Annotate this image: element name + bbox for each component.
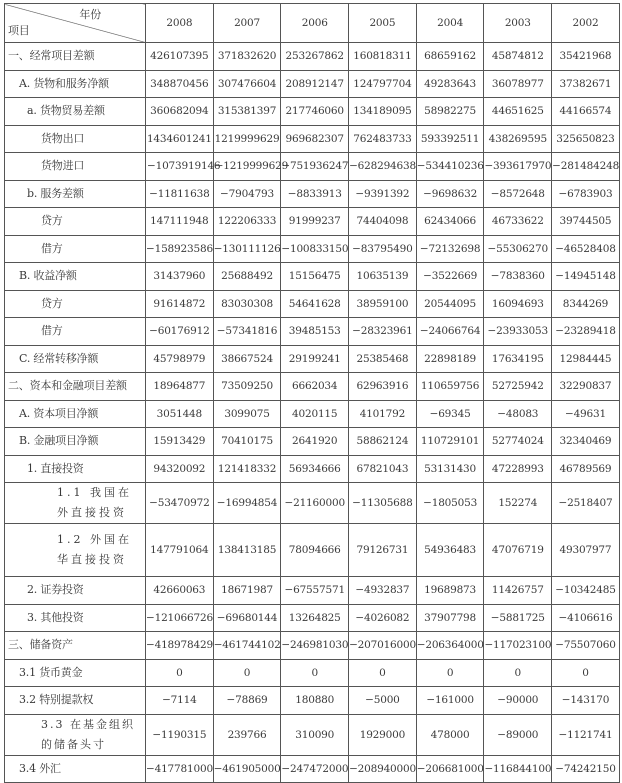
cell-value: 0	[281, 659, 349, 687]
cell-value: 47228993	[484, 455, 552, 483]
cell-value: 94320092	[146, 455, 214, 483]
cell-value: 0	[416, 659, 484, 687]
table-row	[5, 153, 620, 181]
cell-value: −74242150	[552, 755, 620, 783]
cell-value: −60176912	[146, 318, 214, 346]
table-row	[5, 687, 620, 715]
cell-value: −67557571	[281, 577, 349, 605]
row-label: 货物出口	[5, 125, 146, 153]
cell-value: 1219999629	[213, 125, 281, 153]
cell-value: 47076719	[484, 524, 552, 577]
cell-value: −2518407	[552, 483, 620, 524]
cell-value: 45874812	[484, 43, 552, 71]
table-row	[5, 483, 620, 524]
cell-value: 0	[146, 659, 214, 687]
cell-value: −8833913	[281, 180, 349, 208]
cell-value: −7114	[146, 687, 214, 715]
table-row	[5, 400, 620, 428]
cell-value: −143170	[552, 687, 620, 715]
cell-value: 147111948	[146, 208, 214, 236]
cell-value: −16994854	[213, 483, 281, 524]
cell-value: 83030308	[213, 290, 281, 318]
cell-value: 0	[552, 659, 620, 687]
cell-value: −206364000	[416, 632, 484, 660]
cell-value: −5000	[349, 687, 417, 715]
cell-value: −461905000	[213, 755, 281, 783]
cell-value: −11811638	[146, 180, 214, 208]
cell-value: 38667524	[213, 345, 281, 373]
cell-value: −1073919146	[146, 153, 214, 181]
cell-value: 762483733	[349, 125, 417, 153]
cell-value: 6662034	[281, 373, 349, 401]
cell-value: 152274	[484, 483, 552, 524]
cell-value: 310090	[281, 714, 349, 755]
cell-value: −1219999629	[213, 153, 281, 181]
cell-value: −78869	[213, 687, 281, 715]
cell-value: 121418332	[213, 455, 281, 483]
table-row	[5, 345, 620, 373]
cell-value: −5881725	[484, 604, 552, 632]
cell-value: 56934666	[281, 455, 349, 483]
cell-value: 38959100	[349, 290, 417, 318]
cell-value: 15156475	[281, 263, 349, 291]
cell-value: 12984445	[552, 345, 620, 373]
row-label: 货物进口	[5, 153, 146, 181]
cell-value: −158923586	[146, 235, 214, 263]
row-label: 借方	[5, 318, 146, 346]
row-label: 二、资本和金融项目差额	[5, 373, 146, 401]
cell-value: 208912147	[281, 70, 349, 98]
cell-value: 25688492	[213, 263, 281, 291]
cell-value: −461744102	[213, 632, 281, 660]
table-row	[5, 318, 620, 346]
cell-value: −83795490	[349, 235, 417, 263]
cell-value: 4020115	[281, 400, 349, 428]
cell-value: −49631	[552, 400, 620, 428]
cell-value: 58862124	[349, 428, 417, 456]
cell-value: 52725942	[484, 373, 552, 401]
cell-value: 4101792	[349, 400, 417, 428]
cell-value: 147791064	[146, 524, 214, 577]
cell-value: 307476604	[213, 70, 281, 98]
cell-value: 122206333	[213, 208, 281, 236]
cell-value: 36078977	[484, 70, 552, 98]
corner-year-label: 年份	[79, 8, 101, 21]
year-header: 2003	[484, 4, 552, 43]
cell-value: −9698632	[416, 180, 484, 208]
cell-value: 438269595	[484, 125, 552, 153]
cell-value: 45798979	[146, 345, 214, 373]
cell-value: −1190315	[146, 714, 214, 755]
row-label: 3.3 在基金组织的储备头寸	[5, 714, 146, 755]
cell-value: −28323961	[349, 318, 417, 346]
row-label: 3.1 货币黄金	[5, 659, 146, 687]
cell-value: 969682307	[281, 125, 349, 153]
row-label: 贷方	[5, 208, 146, 236]
diagonal-corner-header	[5, 4, 146, 43]
row-label: 1. 直接投资	[5, 455, 146, 483]
cell-value: 42660063	[146, 577, 214, 605]
cell-value: 78094666	[281, 524, 349, 577]
row-label: 1.2 外国在华直接投资	[5, 524, 146, 577]
cell-value: −534410236	[416, 153, 484, 181]
cell-value: 79126731	[349, 524, 417, 577]
row-label: 三、储备资产	[5, 632, 146, 660]
table-row	[5, 70, 620, 98]
cell-value: −24066764	[416, 318, 484, 346]
cell-value: −72132698	[416, 235, 484, 263]
cell-value: 478000	[416, 714, 484, 755]
cell-value: −3522669	[416, 263, 484, 291]
cell-value: 35421968	[552, 43, 620, 71]
table-row	[5, 428, 620, 456]
table-row	[5, 43, 620, 71]
row-label: C. 经常转移净额	[5, 345, 146, 373]
table-row	[5, 208, 620, 236]
cell-value: −206681000	[416, 755, 484, 783]
row-label: 3. 其他投资	[5, 604, 146, 632]
row-label: 3.2 特别提款权	[5, 687, 146, 715]
cell-value: −207016000	[349, 632, 417, 660]
cell-value: −130111126	[213, 235, 281, 263]
cell-value: −53470972	[146, 483, 214, 524]
cell-value: 134189095	[349, 98, 417, 126]
cell-value: −23933053	[484, 318, 552, 346]
cell-value: 73509250	[213, 373, 281, 401]
year-header: 2005	[349, 4, 417, 43]
cell-value: −75507060	[552, 632, 620, 660]
cell-value: 315381397	[213, 98, 281, 126]
table-row	[5, 714, 620, 755]
cell-value: 325650823	[552, 125, 620, 153]
cell-value: −393617970	[484, 153, 552, 181]
cell-value: 32340469	[552, 428, 620, 456]
cell-value: −69345	[416, 400, 484, 428]
cell-value: 91614872	[146, 290, 214, 318]
cell-value: 58982275	[416, 98, 484, 126]
cell-value: −9391392	[349, 180, 417, 208]
row-label: A. 资本项目净额	[5, 400, 146, 428]
cell-value: −100833150	[281, 235, 349, 263]
cell-value: 8344269	[552, 290, 620, 318]
row-label: 借方	[5, 235, 146, 263]
table-row	[5, 373, 620, 401]
cell-value: 1929000	[349, 714, 417, 755]
cell-value: −90000	[484, 687, 552, 715]
cell-value: 54641628	[281, 290, 349, 318]
year-header: 2008	[146, 4, 214, 43]
cell-value: −417781000	[146, 755, 214, 783]
cell-value: −246981030	[281, 632, 349, 660]
row-label: B. 收益净额	[5, 263, 146, 291]
cell-value: 110659756	[416, 373, 484, 401]
cell-value: 46733622	[484, 208, 552, 236]
year-header: 2004	[416, 4, 484, 43]
table-row	[5, 577, 620, 605]
cell-value: 37907798	[416, 604, 484, 632]
row-label: 1.1 我国在外直接投资	[5, 483, 146, 524]
cell-value: −69680144	[213, 604, 281, 632]
table-body	[5, 43, 620, 783]
cell-value: 110729101	[416, 428, 484, 456]
row-label: A. 货物和服务净额	[5, 70, 146, 98]
cell-value: 0	[349, 659, 417, 687]
cell-value: 371832620	[213, 43, 281, 71]
cell-value: 426107395	[146, 43, 214, 71]
cell-value: 13264825	[281, 604, 349, 632]
cell-value: −48083	[484, 400, 552, 428]
cell-value: −89000	[484, 714, 552, 755]
cell-value: 37382671	[552, 70, 620, 98]
cell-value: 70410175	[213, 428, 281, 456]
cell-value: −23289418	[552, 318, 620, 346]
cell-value: 2641920	[281, 428, 349, 456]
cell-value: 10635139	[349, 263, 417, 291]
cell-value: −161000	[416, 687, 484, 715]
table-row	[5, 455, 620, 483]
cell-value: 0	[484, 659, 552, 687]
cell-value: −21160000	[281, 483, 349, 524]
cell-value: 20544095	[416, 290, 484, 318]
cell-value: −8572648	[484, 180, 552, 208]
cell-value: −6783903	[552, 180, 620, 208]
cell-value: −1805053	[416, 483, 484, 524]
cell-value: −7838360	[484, 263, 552, 291]
cell-value: 17634195	[484, 345, 552, 373]
cell-value: −4106616	[552, 604, 620, 632]
cell-value: 11426757	[484, 577, 552, 605]
row-label: 3.4 外汇	[5, 755, 146, 783]
cell-value: −4026082	[349, 604, 417, 632]
cell-value: 39744505	[552, 208, 620, 236]
cell-value: −4932837	[349, 577, 417, 605]
cell-value: −628294638	[349, 153, 417, 181]
table-row	[5, 235, 620, 263]
cell-value: −11305688	[349, 483, 417, 524]
table-row	[5, 524, 620, 577]
row-label: 2. 证券投资	[5, 577, 146, 605]
year-header: 2007	[213, 4, 281, 43]
cell-value: 68659162	[416, 43, 484, 71]
cell-value: 18964877	[146, 373, 214, 401]
cell-value: 53131430	[416, 455, 484, 483]
cell-value: 67821043	[349, 455, 417, 483]
cell-value: 593392511	[416, 125, 484, 153]
corner-item-label: 项目	[8, 24, 30, 37]
cell-value: 91999237	[281, 208, 349, 236]
year-header: 2002	[552, 4, 620, 43]
cell-value: 19689873	[416, 577, 484, 605]
cell-value: 31437960	[146, 263, 214, 291]
cell-value: −751936247	[281, 153, 349, 181]
cell-value: 49283643	[416, 70, 484, 98]
cell-value: 18671987	[213, 577, 281, 605]
cell-value: −208940000	[349, 755, 417, 783]
cell-value: 29199241	[281, 345, 349, 373]
cell-value: 15913429	[146, 428, 214, 456]
cell-value: 348870456	[146, 70, 214, 98]
row-label: 贷方	[5, 290, 146, 318]
row-label: B. 金融项目净额	[5, 428, 146, 456]
cell-value: −10342485	[552, 577, 620, 605]
table-row	[5, 632, 620, 660]
cell-value: 138413185	[213, 524, 281, 577]
cell-value: 46789569	[552, 455, 620, 483]
header-row	[5, 4, 620, 43]
cell-value: 124797704	[349, 70, 417, 98]
cell-value: 52774024	[484, 428, 552, 456]
table-row	[5, 263, 620, 291]
cell-value: −418978429	[146, 632, 214, 660]
cell-value: 62434066	[416, 208, 484, 236]
cell-value: 44166574	[552, 98, 620, 126]
cell-value: 360682094	[146, 98, 214, 126]
cell-value: −7904793	[213, 180, 281, 208]
cell-value: 1434601241	[146, 125, 214, 153]
cell-value: −46528408	[552, 235, 620, 263]
cell-value: −55306270	[484, 235, 552, 263]
cell-value: 25385468	[349, 345, 417, 373]
cell-value: −1121741	[552, 714, 620, 755]
cell-value: 49307977	[552, 524, 620, 577]
cell-value: −247472000	[281, 755, 349, 783]
cell-value: 16094693	[484, 290, 552, 318]
cell-value: 3051448	[146, 400, 214, 428]
cell-value: 217746060	[281, 98, 349, 126]
cell-value: −14945148	[552, 263, 620, 291]
cell-value: 39485153	[281, 318, 349, 346]
table-row	[5, 755, 620, 783]
cell-value: 180880	[281, 687, 349, 715]
cell-value: 32290837	[552, 373, 620, 401]
cell-value: −116844100	[484, 755, 552, 783]
cell-value: 22898189	[416, 345, 484, 373]
table-row	[5, 98, 620, 126]
cell-value: −121066726	[146, 604, 214, 632]
table-row	[5, 290, 620, 318]
row-label: 一、经常项目差额	[5, 43, 146, 71]
table-row	[5, 659, 620, 687]
table-row	[5, 604, 620, 632]
cell-value: 253267862	[281, 43, 349, 71]
cell-value: −281484248	[552, 153, 620, 181]
year-header: 2006	[281, 4, 349, 43]
cell-value: −117023100	[484, 632, 552, 660]
cell-value: −57341816	[213, 318, 281, 346]
table-row	[5, 125, 620, 153]
table-row	[5, 180, 620, 208]
cell-value: 74404098	[349, 208, 417, 236]
cell-value: 239766	[213, 714, 281, 755]
row-label: b. 服务差额	[5, 180, 146, 208]
row-label: a. 货物贸易差额	[5, 98, 146, 126]
cell-value: 160818311	[349, 43, 417, 71]
cell-value: 44651625	[484, 98, 552, 126]
cell-value: 54936483	[416, 524, 484, 577]
cell-value: 0	[213, 659, 281, 687]
balance-of-payments-table	[4, 3, 620, 783]
cell-value: 62963916	[349, 373, 417, 401]
cell-value: 3099075	[213, 400, 281, 428]
